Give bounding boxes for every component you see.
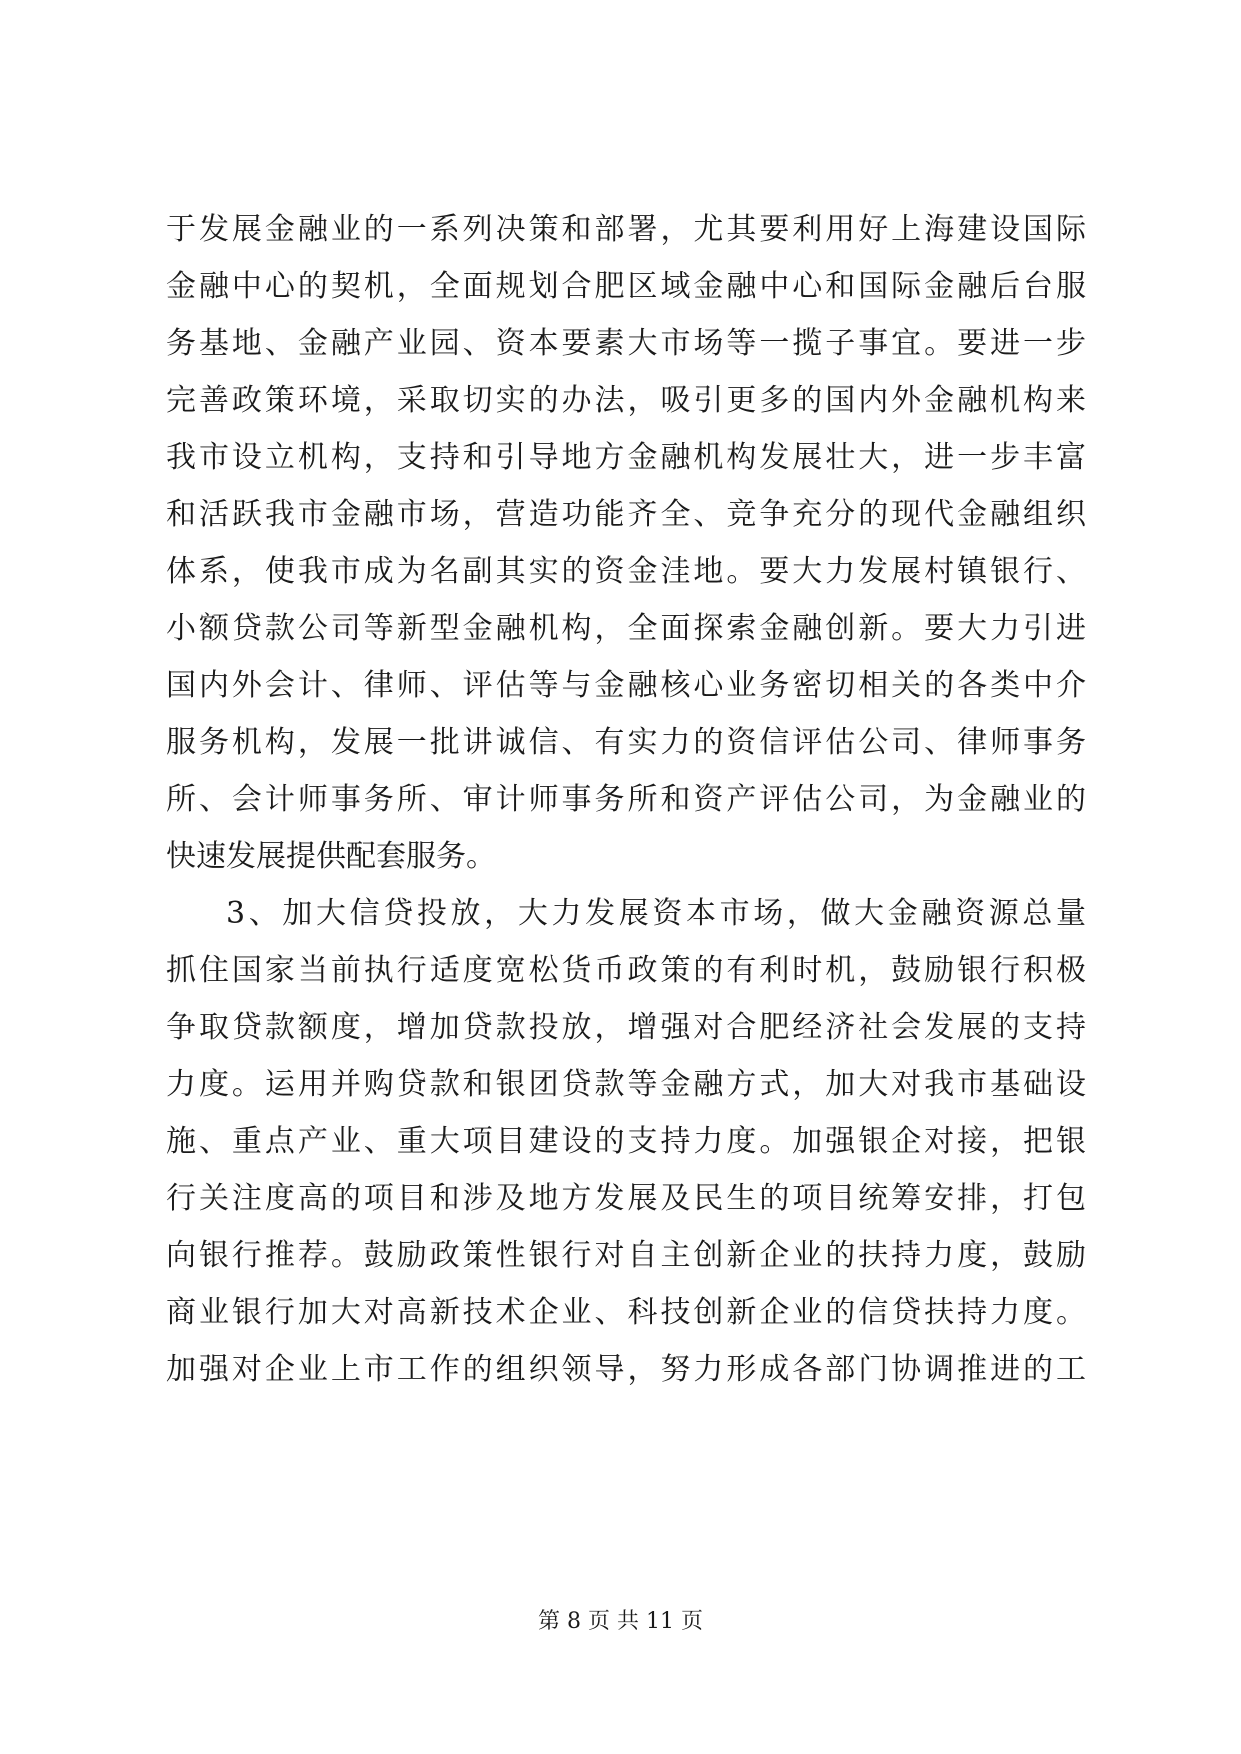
text-line: 所、会计师事务所、审计师事务所和资产评估公司，为金融业的 <box>166 782 1086 817</box>
text-line: 施、重点产业、重大项目建设的支持力度。加强银企对接，把银 <box>166 1124 1086 1159</box>
text-line: 金融中心的契机，全面规划合肥区域金融中心和国际金融后台服 <box>166 269 1086 304</box>
text-line: 体系，使我市成为名副其实的资金洼地。要大力发展村镇银行、 <box>166 554 1086 589</box>
text-line: 力度。运用并购贷款和银团贷款等金融方式，加大对我市基础设 <box>166 1067 1086 1102</box>
text-line: 向银行推荐。鼓励政策性银行对自主创新企业的扶持力度，鼓励 <box>166 1238 1086 1273</box>
text-line: 争取贷款额度，增加贷款投放，增强对合肥经济社会发展的支持 <box>166 1010 1086 1045</box>
text-line: 完善政策环境，采取切实的办法，吸引更多的国内外金融机构来 <box>166 383 1086 418</box>
text-line: 和活跃我市金融市场，营造功能齐全、竞争充分的现代金融组织 <box>166 497 1086 532</box>
section-heading: 3、加大信贷投放，大力发展资本市场，做大金融资源总量 <box>226 896 1086 931</box>
text-line: 商业银行加大对高新技术企业、科技创新企业的信贷扶持力度。 <box>166 1295 1086 1330</box>
page-number-footer: 第 8 页 共 11 页 <box>538 1609 703 1634</box>
text-line: 于发展金融业的一系列决策和部署，尤其要利用好上海建设国际 <box>166 212 1086 247</box>
text-line: 抓住国家当前执行适度宽松货币政策的有利时机，鼓励银行积极 <box>166 953 1086 988</box>
text-line: 小额贷款公司等新型金融机构，全面探索金融创新。要大力引进 <box>166 611 1086 646</box>
text-line: 行关注度高的项目和涉及地方发展及民生的项目统筹安排，打包 <box>166 1181 1086 1216</box>
text-line: 务基地、金融产业园、资本要素大市场等一揽子事宜。要进一步 <box>166 326 1086 361</box>
text-line: 快速发展提供配套服务。 <box>166 839 496 874</box>
text-line: 我市设立机构，支持和引导地方金融机构发展壮大，进一步丰富 <box>166 440 1086 475</box>
text-line: 服务机构，发展一批讲诚信、有实力的资信评估公司、律师事务 <box>166 725 1086 760</box>
text-line: 加强对企业上市工作的组织领导，努力形成各部门协调推进的工 <box>166 1352 1086 1387</box>
text-line: 国内外会计、律师、评估等与金融核心业务密切相关的各类中介 <box>166 668 1086 703</box>
